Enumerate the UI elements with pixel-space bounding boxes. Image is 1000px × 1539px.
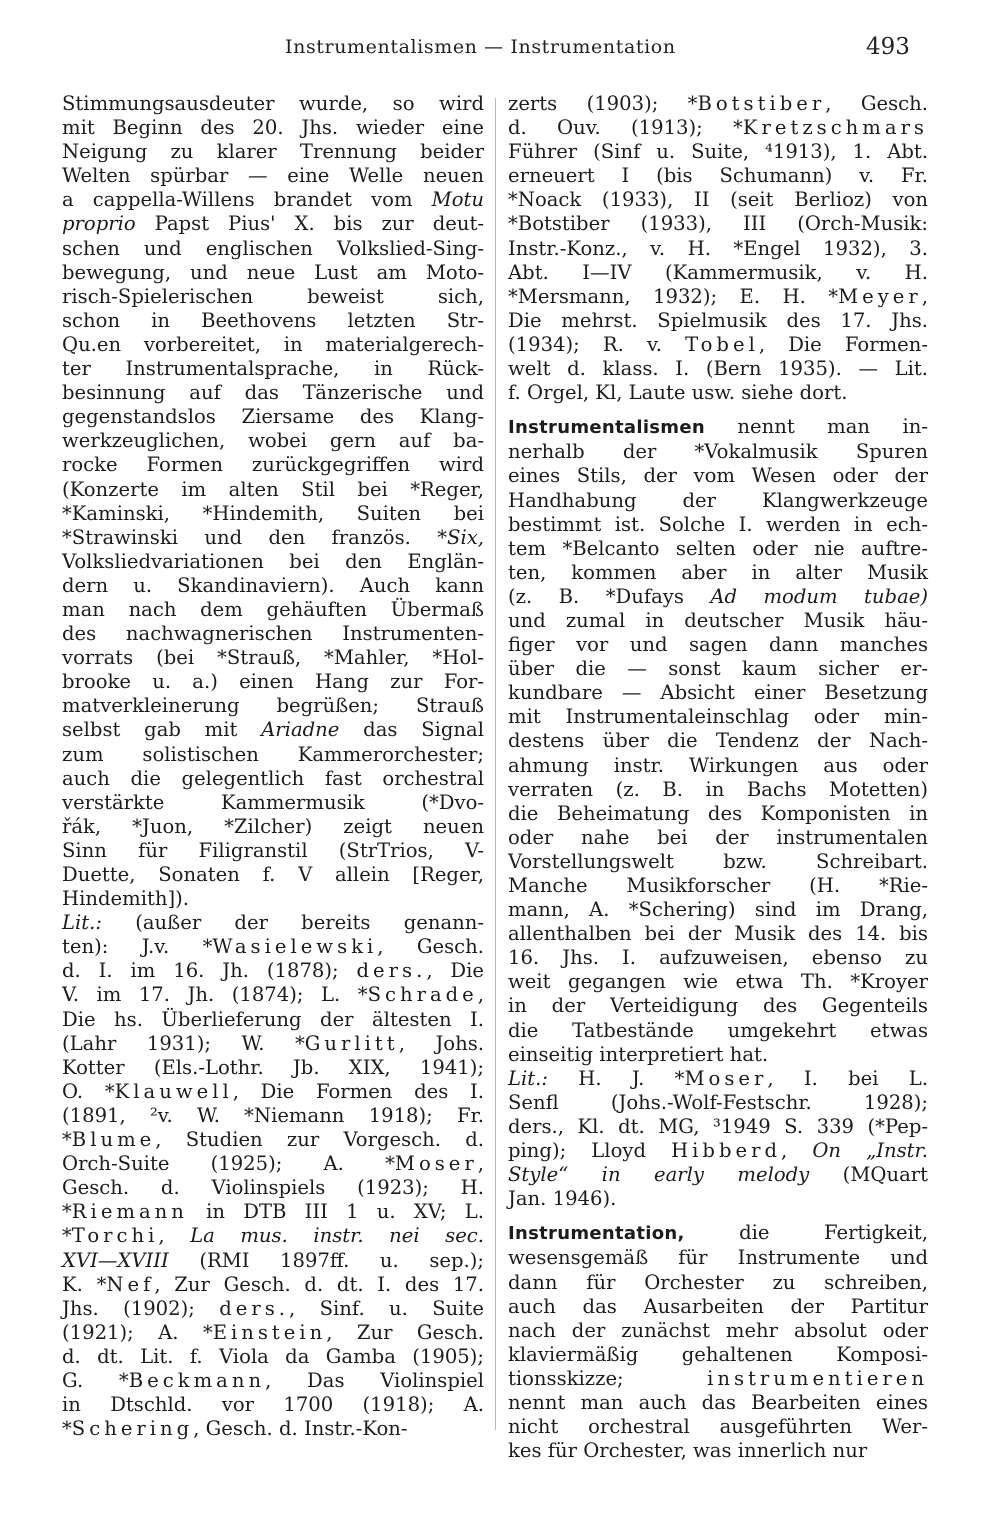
text-line: bestimmt ist. Solche I. werden in ech- [508,512,928,536]
text-line: Die hs. Überlieferung der ältesten I. [62,1007,484,1031]
text-line: oder nahe bei der instrumentalen [508,825,928,849]
text-line: Manche Musikforscher (H. *Rie- [508,874,928,897]
text-line: mit Beginn des 20. Jhs. wieder eine [62,116,484,140]
text-line: tem *Belcanto selten oder nie auftre- [508,536,928,560]
text-line: (z. B. *Dufays Ad modum tubae) [508,584,928,608]
text-line: Lit.: H. J. *Moser, I. bei L. [508,1066,929,1090]
text-line: besinnung auf das Tänzerische und [62,381,484,405]
text-line: allenthalben bei der Musik des 14. bis [508,922,928,946]
text-line: Abt. I—IV (Kammermusik, v. H. [508,260,928,284]
text-line: man nach dem gehäuften Übermaß [62,597,484,621]
text-line: zerts (1903); *Botstiber, Gesch. [508,92,928,115]
text-line: auch die gelegentlich fast orchestral [62,766,484,790]
text-line: ders., Kl. dt. MG, ³1949 S. 339 (*Pep- [508,1114,928,1138]
text-line: V. im 17. Jh. (1874); L. *Schrade, [62,983,484,1007]
text-line: ter Instrumentalsprache, in Rück- [62,357,484,381]
text-line: Orch-Suite (1925); A. *Moser, [62,1152,484,1176]
text-line: die Tatbestände umgekehrt etwas [508,1018,928,1042]
text-line: rocke Formen zurückgegriffen wird [62,453,484,477]
text-line: Die mehrst. Spielmusik des 17. Jhs. [508,308,928,332]
text-line: d. Ouv. (1913); *Kretzschmars [508,116,928,140]
text-line: ten, kommen aber in alter Musik [508,560,928,584]
text-line: zum solistischen Kammerorchester; [62,742,484,766]
entry-heading-line: Instrumentalismen nennt man in- [508,415,928,439]
text-line: und zumal in deutscher Musik häu- [508,608,928,632]
text-line: O. *Klauwell, Die Formen des I. [62,1079,484,1103]
text-line: proprio Papst Pius' X. bis zur deut- [62,212,484,236]
text-line: Senfl (Johs.-Wolf-Festschr. 1928); [508,1090,928,1114]
text-line: 16. Jhs. I. aufzuweisen, ebenso zu [508,946,928,970]
page-number: 493 [866,34,910,60]
text-line: d. dt. Lit. f. Viola da Gamba (1905); [62,1344,484,1368]
text-line: d. I. im 16. Jh. (1878); ders., Die [62,959,484,983]
text-line: Welten spürbar — eine Welle neuen [62,164,484,188]
text-line: kundbare — Absicht einer Besetzung [508,681,928,705]
text-line: nennt man auch das Bearbeiten eines [508,1390,928,1414]
left-column [62,92,484,1441]
text-line: schen und englischen Volkslied-Sing- [62,236,484,260]
text-line: nerhalb der *Vokalmusik Spuren [508,440,928,464]
text-line: Gesch. d. Violinspiels (1923); H. [62,1176,484,1200]
text-line: *Botstiber (1933), III (Orch-Musik: [508,212,928,236]
text-line: nach der zunächst mehr absolut oder [508,1318,928,1342]
text-line: Kotter (Els.-Lothr. Jb. XIX, 1941); [62,1055,484,1079]
text-line: über die — sonst kaum sicher er- [508,657,928,681]
text-line: die Beheimatung des Komponisten in [508,801,928,825]
text-line: risch-Spielerischen beweist sich, [62,284,484,308]
text-line: *Blume, Studien zur Vorgesch. d. [62,1128,484,1152]
page-header [0,30,1000,70]
text-line: weit gegangen wie etwa Th. *Kroyer [508,970,928,994]
text-line: wesensgemäß für Instrumente und [508,1246,928,1270]
text-line: figer vor und sagen dann manches [508,633,928,657]
text-line: kes für Orchester, was innerlich nur [508,1439,868,1463]
text-line: (1921); A. *Einstein, Zur Gesch. [62,1320,484,1344]
text-line: nicht orchestral ausgeführten Wer- [508,1415,928,1439]
text-line: řák, *Juon, *Zilcher) zeigt neuen [62,814,484,838]
text-line: erneuert I (bis Schumann) v. Fr. [508,164,928,188]
text-line: ten): J.v. *Wasielewski, Gesch. [62,935,484,959]
text-line: einseitig interpretiert hat. [508,1042,769,1066]
text-line: *Noack (1933), II (seit Berlioz) von [508,188,928,212]
right-column [508,92,928,1463]
text-line: Duette, Sonaten f. V allein [Reger, [62,863,484,886]
paragraph-gap [508,1211,928,1221]
text-line: destens über die Tendenz der Nach- [508,729,928,753]
text-line: Stimmungsausdeuter wurde, so wird [62,92,484,115]
text-line: Qu.en vorbereitet, in materialgerech- [62,332,484,356]
text-line: *Mersmann, 1932); E. H. *Meyer, [508,284,928,308]
text-line: Style“ in early melody (MQuart [508,1163,928,1187]
text-line: verraten (z. B. in Bachs Motetten) [508,777,928,801]
text-line: vorrats (bei *Strauß, *Mahler, *Hol- [62,646,484,670]
text-line: *Strawinski und den französ. *Six, [62,525,484,549]
text-line: gegenstandslos Ziersame des Klang- [62,405,484,429]
entry-heading-line: Instrumentation, die Fertigkeit, [508,1221,928,1245]
text-line: dann für Orchester zu schreiben, [508,1270,928,1294]
text-line: Führer (Sinf u. Suite, ⁴1913), 1. Abt. [508,140,928,164]
text-line: (1934); R. v. Tobel, Die Formen- [508,332,928,356]
text-line: *Kaminski, *Hindemith, Suiten bei [62,501,484,525]
text-line: mit Instrumentaleinschlag oder min- [508,705,928,729]
text-line: schon in Beethovens letzten Str- [62,308,484,332]
text-line: Handhabung der Klangwerkzeuge [508,488,928,512]
text-line: Neigung zu klarer Trennung beider [62,140,484,164]
text-line: in Dtschld. vor 1700 (1918); A. [62,1393,484,1417]
text-line: Vorstellungswelt bzw. Schreibart. [508,849,928,873]
text-line: selbst gab mit Ariadne das Signal [62,718,484,742]
text-line: G. *Beckmann, Das Violinspiel [62,1368,484,1392]
text-line: klaviermäßig gehaltenen Komposi- [508,1342,928,1366]
text-line: ping); Lloyd Hibberd, On „Instr. [508,1139,928,1163]
paragraph-gap [508,405,928,415]
text-line: brooke u. a.) einen Hang zur For- [62,670,484,694]
text-line: tionsskizze; instrumentieren [508,1366,928,1390]
text-line: (Lahr 1931); W. *Gurlitt, Johs. [62,1031,484,1055]
text-line: *Schering, Gesch. d. Instr.-Kon- [62,1417,408,1441]
text-line: Instr.-Konz., v. H. *Engel 1932), 3. [508,236,928,260]
text-line: (Konzerte im alten Stil bei *Reger, [62,477,484,501]
text-line: welt d. klass. I. (Bern 1935). — Lit. [508,357,928,381]
text-line: werkzeuglichen, wobei gern auf ba- [62,429,484,453]
text-line: *Torchi, La mus. instr. nei sec. [62,1224,484,1248]
text-line: des nachwagnerischen Instrumenten- [62,622,484,646]
text-line: K. *Nef, Zur Gesch. d. dt. I. des 17. [62,1272,484,1296]
text-line: in der Verteidigung des Gegenteils [508,994,928,1018]
text-line: ahmung instr. Wirkungen aus oder [508,753,928,777]
column-divider [495,98,496,1430]
text-line: eines Stils, der vom Wesen oder der [508,464,928,488]
text-line: bewegung, und neue Lust am Moto- [62,260,484,284]
text-line: verstärkte Kammermusik (*Dvo- [62,790,484,814]
text-line: *Riemann in DTB III 1 u. XV; L. [62,1200,484,1224]
text-line: dern u. Skandinaviern). Auch kann [62,573,484,597]
text-line: a cappella-Willens brandet vom Motu [62,188,484,212]
text-line: Jhs. (1902); ders., Sinf. u. Suite [62,1296,485,1320]
text-line: Jan. 1946). [508,1187,617,1211]
text-line: Volksliedvariationen bei den Englän- [62,549,484,573]
text-line: (1891, ²v. W. *Niemann 1918); Fr. [62,1103,484,1127]
text-line: Hindemith]). [62,887,189,911]
text-line: matverkleinerung begrüßen; Strauß [62,694,484,718]
text-line: Lit.: (außer der bereits genann- [62,911,484,935]
text-line: Sinn für Filigranstil (StrTrios, V- [62,838,484,862]
text-line: f. Orgel, Kl, Laute usw. siehe dort. [508,381,848,405]
text-line: XVI—XVIII (RMI 1897ff. u. sep.); [62,1248,484,1272]
running-head: Instrumentalismen — Instrumentation [285,36,676,58]
text-line: auch das Ausarbeiten der Partitur [508,1294,928,1318]
text-line: mann, A. *Schering) sind im Drang, [508,898,928,922]
